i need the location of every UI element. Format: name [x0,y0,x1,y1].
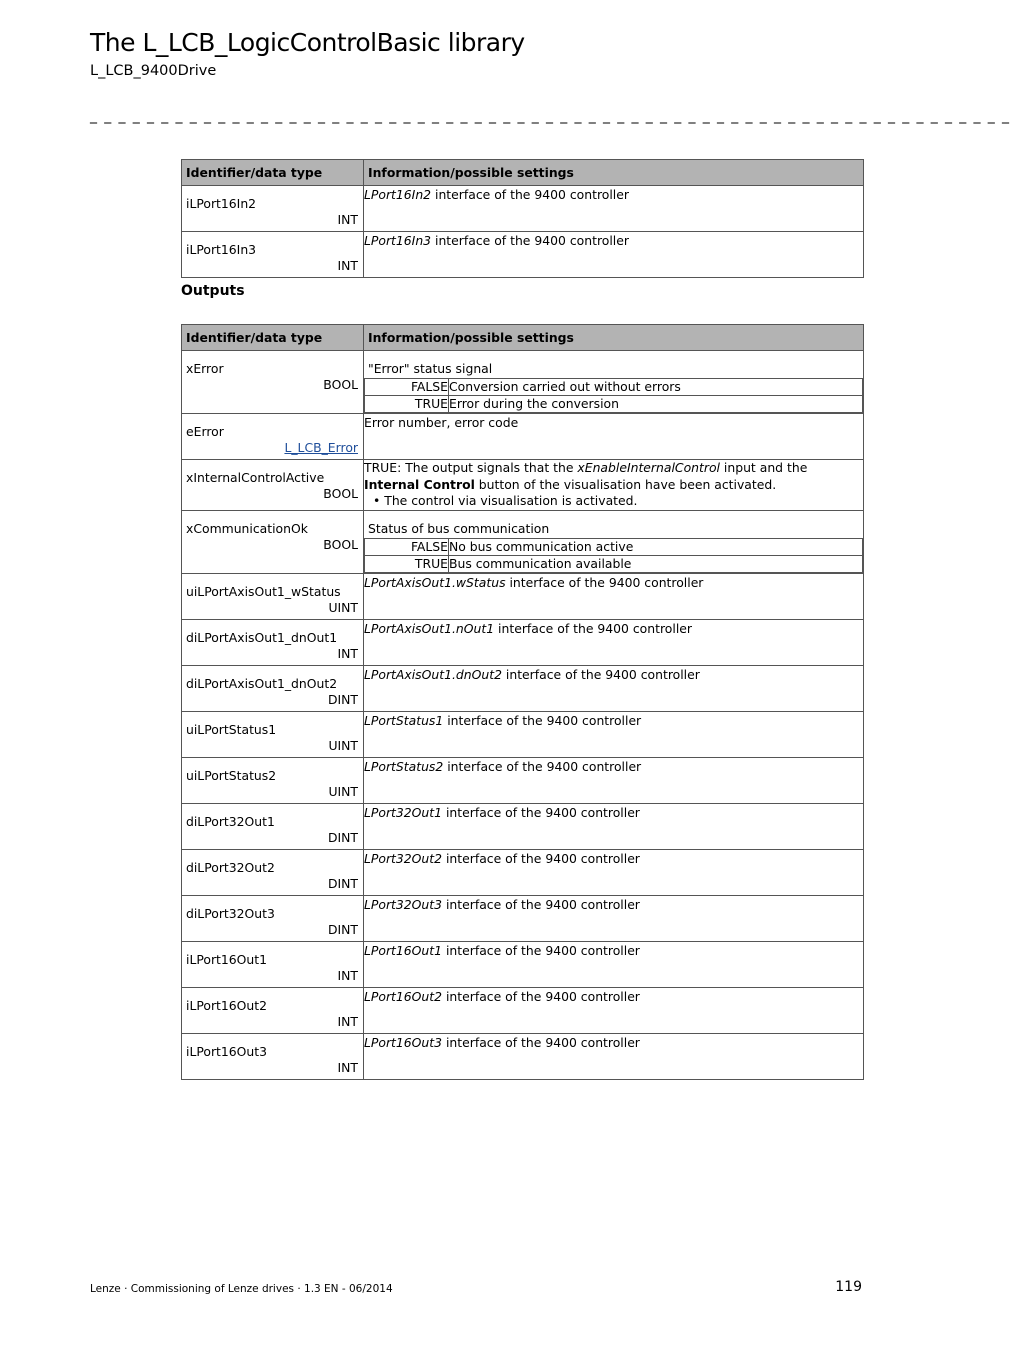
interface-name: LPort16In3 [364,233,432,248]
interface-name: LPortAxisOut1.dnOut2 [364,666,502,682]
interface-text: interface of the 9400 controller [494,620,692,636]
page-footer: Lenze · Commissioning of Lenze drives · 1.3 EN - 06/2014 [90,1283,393,1295]
interface-text: interface of the 9400 controller [443,758,642,774]
button-name: Internal Control [364,476,475,492]
table-header-row [182,160,864,186]
header-information: Information/possible settings [364,325,864,351]
table-row [182,803,864,849]
identifier-name: uiLPortStatus2 [186,767,277,783]
identifier-name: diLPortAxisOut1_dnOut1 [186,629,338,645]
identifier-name: diLPortAxisOut1_dnOut2 [186,675,338,691]
data-type: BOOL [323,536,358,552]
table-row [182,232,864,278]
bullet-item: • The control via visualisation is activated. [373,493,638,508]
identifier-name: xError [186,361,224,376]
identifier-name: iLPort16In3 [186,242,257,257]
interface-text: interface of the 9400 controller [442,896,640,912]
identifier-name: uiLPortStatus1 [186,721,277,737]
data-type: INT [337,212,358,227]
table-row [182,711,864,757]
identifier-name: xCommunicationOk [186,520,308,536]
identifier-name: iLPort16Out1 [186,951,268,967]
data-type: BOOL [323,486,358,501]
table-row [182,895,864,941]
interface-text: interface of the 9400 controller [442,1034,640,1050]
row-description: Error number, error code [364,414,864,460]
interface-name: LPort16Out1 [364,942,443,958]
data-type: UINT [328,737,358,753]
interface-text: interface of the 9400 controller [431,233,629,248]
table-row [182,460,864,511]
interface-name: LPortAxisOut1.nOut1 [364,620,495,636]
inputs-table [181,159,864,278]
interface-text: interface of the 9400 controller [442,988,640,1004]
option-value: Bus communication available [449,555,863,572]
option-value: Conversion carried out without errors [449,379,863,396]
data-type: UINT [328,599,358,615]
interface-name: LPort32Out3 [364,896,443,912]
option-key: TRUE [365,555,449,572]
outputs-heading: Outputs [181,283,245,299]
option-key: FALSE [365,538,449,555]
table-row [182,510,864,573]
table-row [182,619,864,665]
identifier-name: diLPort32Out2 [186,859,275,875]
data-type: DINT [327,921,358,937]
interface-name: LPort32Out2 [364,850,443,866]
interface-text: interface of the 9400 controller [431,187,629,202]
data-type: INT [337,1013,358,1029]
header-identifier: Identifier/data type [182,160,364,186]
option-key: FALSE [365,379,449,396]
table-row [182,941,864,987]
option-value: No bus communication active [449,538,863,555]
identifier-name: xInternalControlActive [186,470,325,485]
page-subtitle: L_LCB_9400Drive [90,63,217,79]
row-description: Status of bus communication [368,520,550,536]
page-number: 119 [835,1279,862,1295]
interface-text: interface of the 9400 controller [442,804,640,820]
identifier-name: diLPort32Out3 [186,905,275,921]
table-row [182,414,864,460]
table-row [182,1033,864,1079]
data-type: UINT [328,783,358,799]
data-type: INT [337,645,358,661]
option-value: Error during the conversion [449,396,863,413]
data-type: INT [337,258,358,273]
interface-name: LPort16Out2 [364,988,443,1004]
table-header-row [182,325,864,351]
interface-name: LPortStatus2 [364,758,444,774]
identifier-name: eError [186,424,224,439]
identifier-name: diLPort32Out1 [186,813,275,829]
interface-name: LPortAxisOut1.wStatus [364,574,506,590]
interface-name: LPort16In2 [364,187,432,202]
interface-name: LPortStatus1 [364,712,444,728]
data-type: INT [337,967,358,983]
option-key: TRUE [365,396,449,413]
identifier-name: iLPort16In2 [186,196,257,211]
outputs-table [181,324,864,1080]
options-table [364,378,863,413]
table-row [182,186,864,232]
data-type: INT [337,1059,358,1075]
table-row [182,757,864,803]
desc-part: button of the visualisation have been activated. [474,476,777,492]
page-title: The L_LCB_LogicControlBasic library [90,28,525,57]
header-separator: _ _ _ _ _ _ _ _ _ _ _ _ _ _ _ _ _ _ _ _ _ _ _ _ _ _ _ _ _ _ _ _ _ _ _ _ _ _ _ _ _ _ _ _ _ _ _ _ _ _ _ _ _ _ _ _ _ _ _ _ _ _ _ _ _ [90,108,1010,124]
interface-text: interface of the 9400 controller [442,942,640,958]
table-row [182,351,864,414]
header-identifier: Identifier/data type [182,325,364,351]
table-row [182,665,864,711]
table-row [182,987,864,1033]
identifier-name: iLPort16Out2 [186,997,268,1013]
interface-name: LPort16Out3 [364,1034,443,1050]
table-row [182,849,864,895]
interface-text: interface of the 9400 controller [501,666,700,682]
table-row [182,573,864,619]
interface-text: interface of the 9400 controller [442,850,640,866]
data-type: DINT [327,829,358,845]
identifier-name: uiLPortAxisOut1_wStatus [186,583,341,599]
data-type: DINT [327,691,358,707]
interface-name: LPort32Out1 [364,804,443,820]
header-information: Information/possible settings [364,160,864,186]
row-description: "Error" status signal [368,361,493,376]
input-name: xEnableInternalControl [577,460,720,475]
identifier-name: iLPort16Out3 [186,1043,268,1059]
data-type: BOOL [323,377,358,392]
options-table [364,538,863,573]
interface-text: interface of the 9400 controller [505,574,704,590]
data-type: DINT [327,875,358,891]
desc-part: input and the [719,460,808,475]
desc-part: TRUE: The output signals that the [364,460,578,475]
interface-text: interface of the 9400 controller [443,712,642,728]
error-type-link[interactable]: L_LCB_Error [284,440,358,455]
